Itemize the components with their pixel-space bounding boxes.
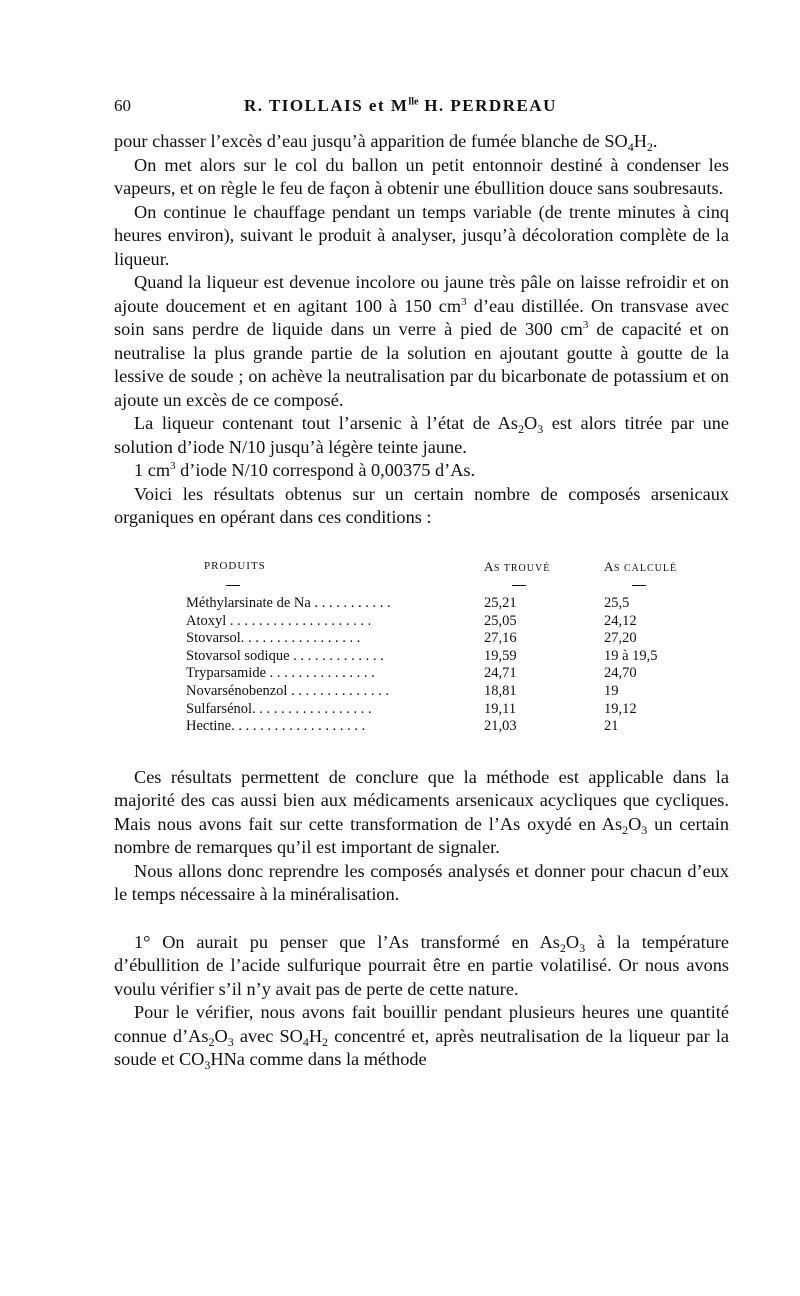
table-row xyxy=(114,595,729,613)
as-trouve-value: 19,11 xyxy=(484,700,517,717)
as-trouve-value: 18,81 xyxy=(484,683,517,700)
table-row xyxy=(114,630,729,648)
table-row xyxy=(114,613,729,631)
results-table xyxy=(114,558,729,736)
product-name: Méthylarsinate de Na xyxy=(186,595,311,612)
as-calcule-value: 19,12 xyxy=(604,700,637,717)
dot-leader: . . . . . . . . . . . . . . . xyxy=(266,665,375,682)
body-text xyxy=(114,130,729,1072)
table-row xyxy=(114,718,729,736)
as-calcule-value: 24,12 xyxy=(604,612,637,629)
dot-leader: . . . . . . . . . . . . . . xyxy=(287,683,389,700)
as-calcule-value: 21 xyxy=(604,718,619,735)
table-row xyxy=(114,683,729,701)
product-name: Atoxyl xyxy=(186,612,227,629)
product-name: Novarsénobenzol xyxy=(186,683,288,700)
dot-leader: . . . . . . . . . . . . . . . . . . . . xyxy=(226,612,372,629)
dot-leader: . . . . . . . . . . . . . . . . . xyxy=(240,630,361,647)
as-calcule-value: 19 xyxy=(604,683,619,700)
dot-leader: . . . . . . . . . . . . . . . . . . . xyxy=(231,718,366,735)
paragraph-9: Nous allons donc reprendre les composés analysés et donner pour chacun d’eux le temps nécessaire à la minéralisation. xyxy=(114,860,729,905)
as-calcule-value: 24,70 xyxy=(604,665,637,682)
dot-leader: . . . . . . . . . . . . . . . . . xyxy=(252,700,372,717)
product-name: Tryparsamide xyxy=(186,665,267,682)
running-head-authors: R. TIOLLAIS et $M^{lle}$ H. PERDREAU xyxy=(244,96,557,115)
rule-dash xyxy=(512,585,526,586)
as-calcule-value: 19 à 19,5 xyxy=(604,647,658,664)
paragraph-2: On met alors sur le col du ballon un petit entonnoir destiné à condenser les vapeurs, et on règle le feu de façon à obtenir une ébullition douce sans soubresauts. xyxy=(114,154,729,198)
dot-leader: . . . . . . . . . . . xyxy=(310,595,391,612)
paragraph-11: Pour le vérifier, nous avons fait bouillir pendant plusieurs heures une quantité connue $d’As_2O_3$ avec $SO_4H_2$ concentré et, après neutralisation de la liqueur par la soude et $CO_3HNa$ comme dans la méthode xyxy=(114,1002,730,1073)
paragraph-8: Ces résultats permettent de conclure que la méthode est applicable dans la majorité des cas aussi bien aux médicaments arsenicaux acycliques que cycliques. Mais nous avons fait sur cette transformation de l’As oxydé en $As_2O_3$ un certain nombre de remarques qu’il est important de signaler. xyxy=(114,766,730,858)
product-name: Hectine xyxy=(186,718,232,735)
product-name: Stovarsol xyxy=(186,630,241,647)
paragraph-4: Quand la liqueur est devenue incolore ou jaune très pâle on laisse refroidir et on ajoute doucement et en agitant 100 à 150 $cm^3$ d’eau distillée. On transvase avec soin sans perdre de liquide dans un verre à pied de 300 $cm^3$ de capacité et on neutralise la plus grande partie de la solution en ajoutant goutte à goutte de la lessive de soude ; on achève la neutralisation par du bicarbonate de potassium et on ajoute un excès de ce composé. xyxy=(114,272,729,410)
as-calcule-value: 25,5 xyxy=(604,595,630,612)
product-name: Stovarsol sodique xyxy=(186,647,290,664)
dot-leader: . . . . . . . . . . . . . xyxy=(289,647,384,664)
as-trouve-value: 25,21 xyxy=(484,595,517,612)
paragraph-5: La liqueur contenant tout l’arsenic à l’état de $As_2O_3$ est alors titrée par une solution d’iode N/10 jusqu’à légère teinte jaune. xyxy=(114,413,729,457)
product-name: Sulfarsénol xyxy=(186,700,253,717)
as-trouve-value: 21,03 xyxy=(484,718,517,735)
page-number: 60 xyxy=(114,96,131,115)
as-calcule-value: 27,20 xyxy=(604,630,637,647)
rule-dash xyxy=(632,585,646,586)
paragraph-7: Voici les résultats obtenus sur un certain nombre de composés arsenicaux organiques en opérant dans ces conditions : xyxy=(114,483,729,527)
header-rules xyxy=(114,577,729,589)
table-body xyxy=(114,595,729,736)
rule-dash xyxy=(226,585,240,586)
as-trouve-value: 24,71 xyxy=(484,665,517,682)
paragraph-6: 1 $cm^3$ d’iode N/10 correspond à 0,00375 d’As. xyxy=(134,460,476,480)
paragraph-1: pour chasser l’excès d’eau jusqu’à apparition de fumée blanche de $SO_4H_2$. xyxy=(114,131,658,154)
table-row xyxy=(114,701,729,719)
col-as-trouve: AS TROUVÉ xyxy=(484,558,551,574)
table-row xyxy=(114,665,729,683)
as-trouve-value: 25,05 xyxy=(484,612,517,629)
col-produits: PRODUITS xyxy=(204,559,266,572)
col-as-calcule: AS CALCULÉ xyxy=(604,558,678,574)
paragraph-3: On continue le chauffage pendant un temps variable (de trente minutes à cinq heures environ), suivant le produit à analyser, jusqu’à décoloration complète de la liqueur. xyxy=(114,201,729,269)
table-row xyxy=(114,648,729,666)
as-trouve-value: 27,16 xyxy=(484,630,517,647)
running-header xyxy=(114,96,726,122)
as-trouve-value: 19,59 xyxy=(484,647,517,664)
paragraph-10: 1° On aurait pu penser que l’As transformé en $As_2O_3$ à la température d’ébullition de l’acide sulfurique pourrait être en partie volatilisé. Or nous avons voulu vérifier s’il n’y avait pas de perte de cette nature. xyxy=(114,931,729,999)
